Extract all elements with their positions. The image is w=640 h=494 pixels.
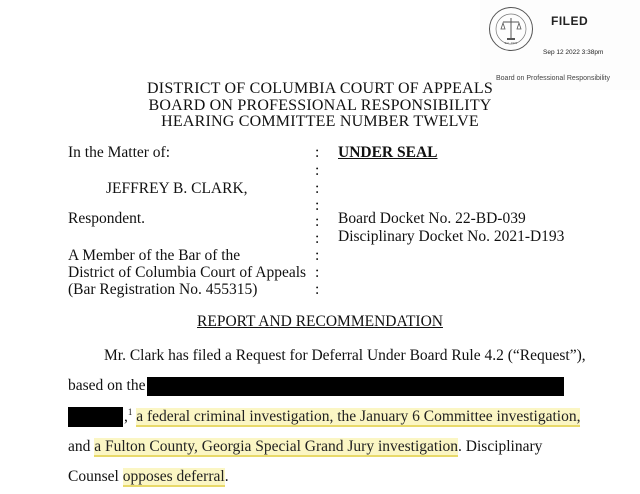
caption-colon: :	[315, 230, 320, 247]
caption-colon: :	[315, 264, 320, 281]
court-seal-icon	[488, 6, 534, 52]
caption-colon: :	[315, 144, 320, 161]
matter-label: In the Matter of:	[68, 144, 171, 161]
caption-colon: :	[315, 213, 320, 230]
body-line-5	[68, 468, 229, 486]
body-line-5-start: Counsel	[68, 468, 119, 485]
caption-colon: :	[315, 180, 320, 197]
highlight-fulton-county: a Fulton County, Georgia Special Grand Jury investigation	[94, 438, 459, 455]
body-line-1: Mr. Clark has filed a Request for Deferral Under Board Rule 4.2 (“Request”),	[104, 347, 586, 364]
court-name: DISTRICT OF COLUMBIA COURT OF APPEALS	[147, 80, 493, 97]
caption-colon: :	[315, 162, 320, 179]
filed-label: FILED	[551, 14, 589, 28]
seal-year: Est. 1972	[504, 41, 518, 45]
caption-colon: :	[315, 197, 320, 214]
member-line-1: A Member of the Bar of the	[68, 247, 241, 264]
body-line-5-end: .	[224, 468, 229, 485]
member-line-2: District of Columbia Court of Appeals	[68, 264, 307, 281]
body-line-4-end: . Disciplinary	[458, 438, 543, 455]
caption-colon: :	[315, 247, 320, 264]
respondent-name: JEFFREY B. CLARK,	[106, 180, 248, 197]
body-line-4-and: and	[68, 438, 91, 455]
body-line-3	[124, 407, 580, 426]
respondent-label: Respondent.	[68, 210, 146, 227]
report-title: REPORT AND RECOMMENDATION	[197, 313, 443, 330]
member-line-3: (Bar Registration No. 455315)	[68, 281, 258, 298]
redaction-bar	[147, 377, 564, 396]
under-seal-label: UNDER SEAL	[338, 144, 438, 161]
filed-board: Board on Professional Responsibility	[496, 75, 611, 82]
caption-colon: :	[315, 281, 320, 298]
committee-name: HEARING COMMITTEE NUMBER TWELVE	[161, 113, 479, 130]
highlight-opposes-deferral: opposes deferral	[122, 468, 225, 485]
disciplinary-docket-number: Disciplinary Docket No. 2021-D193	[338, 228, 565, 245]
body-line-3-separator: ,	[124, 408, 128, 426]
body-line-2-start: based on the	[68, 377, 146, 394]
redaction-bar	[68, 407, 123, 427]
highlight-investigations: a federal criminal investigation, the January 6 Committee investigation,	[136, 408, 581, 426]
body-line-4	[68, 438, 542, 456]
filed-date: Sep 12 2022 3:38pm	[543, 49, 604, 56]
board-name: BOARD ON PROFESSIONAL RESPONSIBILITY	[148, 97, 492, 114]
footnote-marker: 1	[127, 407, 133, 417]
board-docket-number: Board Docket No. 22-BD-039	[338, 210, 526, 227]
